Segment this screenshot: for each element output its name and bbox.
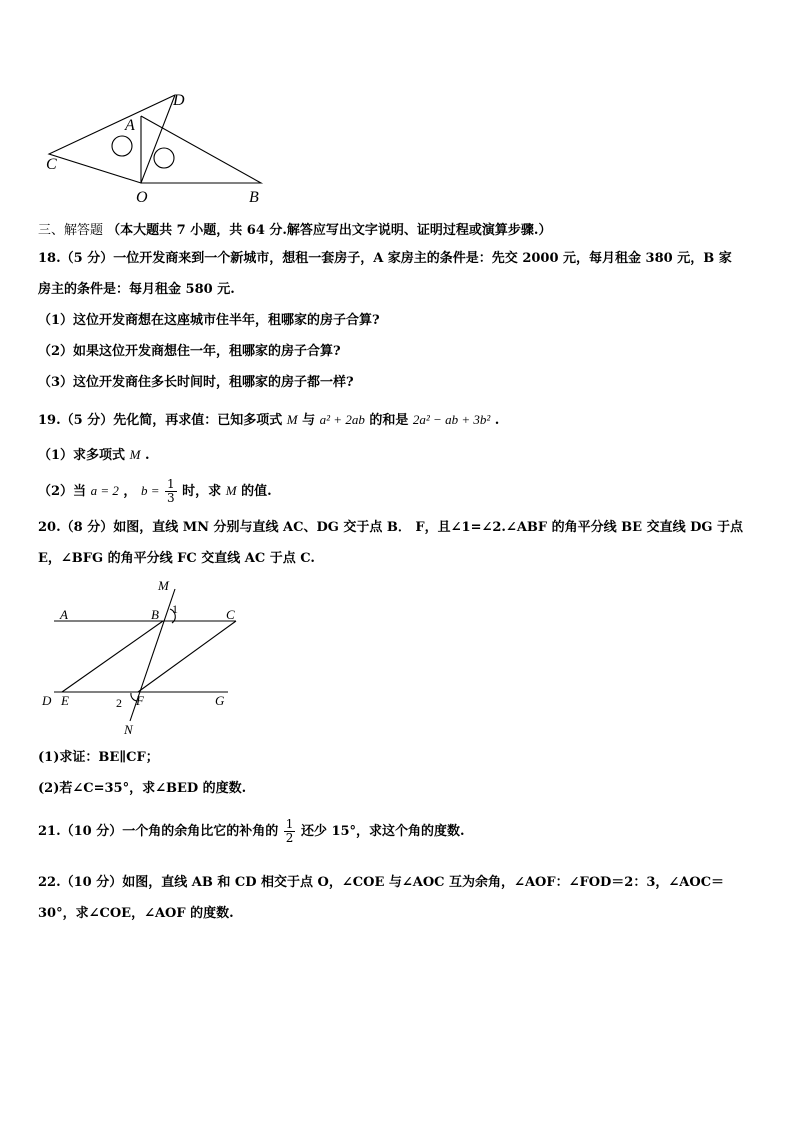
parallel-lines-figure	[36, 576, 266, 746]
q19-part1-prefix: （1）求多项式	[38, 448, 126, 463]
label-a: A	[60, 607, 68, 622]
q19-frac-den: 3	[167, 491, 175, 505]
q19-part2-m: M	[225, 483, 237, 498]
label-b: B	[151, 607, 159, 622]
label-e: E	[61, 693, 69, 708]
label-angle-1: 1	[172, 602, 178, 616]
q19-poly1: a² + 2ab	[319, 412, 365, 427]
line-fc	[138, 621, 236, 692]
q19-period: .	[494, 413, 500, 428]
label-a: A	[125, 117, 135, 134]
q19-part1-m: M	[129, 447, 141, 462]
q21	[38, 818, 465, 845]
q18-part1: （1）这位开发商想在这座城市住半年，租哪家的房子合算?	[38, 313, 380, 328]
label-g: G	[215, 693, 225, 708]
q21-prefix: 21.（10 分）一个角的余角比它的补角的	[38, 824, 279, 839]
label-d: D	[173, 92, 185, 109]
q19-var-m: M	[286, 412, 298, 427]
q18-part2: （2）如果这位开发商想住一年，租哪家的房子合算?	[38, 344, 341, 359]
q21-frac-den: 2	[285, 831, 294, 845]
q19-part1	[38, 446, 149, 465]
q21-suffix: 还少 15°，求这个角的度数.	[300, 824, 465, 839]
label-m: M	[158, 578, 169, 593]
label-c: C	[226, 607, 235, 622]
q22-line1: 22.（10 分）如图，直线 AB 和 CD 相交于点 O，∠COE 与∠AOC 互为余角，∠AOF：∠FOD＝2：3，∠AOC＝	[38, 875, 725, 890]
q18-stem-line2: 房主的条件是：每月租金 580 元.	[38, 282, 235, 297]
q19-part2	[38, 478, 272, 505]
q19-part1-suffix: .	[144, 448, 150, 463]
q19-frac-num: 1	[167, 477, 175, 491]
q20-part1: (1)求证：BE∥CF；	[38, 750, 159, 765]
circle-left	[112, 136, 132, 156]
label-f: F	[136, 693, 144, 708]
q19-sum-is: 的和是	[369, 413, 409, 428]
q19-poly2: 2a² − ab + 3b²	[412, 412, 491, 427]
q19-part2-comma: ，	[123, 484, 137, 499]
q19-fraction	[165, 478, 177, 505]
q18-stem-line1: 18.（5 分）一位开发商来到一个新城市，想租一套房子，A 家房主的条件是：先交 2000 元，每月租金 380 元，B 家	[38, 251, 732, 266]
q20-stem-line1: 20.（8 分）如图，直线 MN 分别与直线 AC、DG 交于点 B． F，且∠1=∠2.∠ABF 的角平分线 BE 交直线 DG 于点	[38, 520, 744, 535]
q19-stem-prefix: 19.（5 分）先化简，再求值：已知多项式	[38, 413, 283, 428]
section-note: （本大题共 7 小题，共 64 分.解答应写出文字说明、证明过程或演算步骤.）	[107, 223, 552, 238]
section-heading	[38, 222, 551, 240]
q19-with: 与	[302, 413, 316, 428]
q19-part2-b: b =	[140, 483, 160, 498]
label-o: O	[136, 189, 148, 206]
triangle-figure	[40, 88, 340, 208]
section-title: 三、解答题	[38, 223, 104, 238]
label-b: B	[249, 189, 259, 206]
q20-stem-line2: E，∠BFG 的角平分线 FC 交直线 AC 于点 C.	[38, 551, 315, 566]
circle-right	[154, 148, 174, 168]
q22-line2: 30°，求∠COE，∠AOF 的度数.	[38, 906, 234, 921]
label-d: D	[42, 693, 52, 708]
label-c: C	[46, 156, 57, 173]
line-be	[62, 621, 163, 692]
label-angle-2: 2	[116, 696, 122, 710]
q18-part3: （3）这位开发商住多长时间时，租哪家的房子都一样?	[38, 375, 354, 390]
q19-part2-suffix: 的值.	[241, 484, 272, 499]
triangle-cod	[49, 95, 175, 183]
label-n: N	[124, 722, 133, 737]
q20-part2: (2)若∠C=35°，求∠BED 的度数.	[38, 781, 247, 796]
q21-fraction	[284, 818, 296, 845]
q19-part2-prefix: （2）当	[38, 484, 87, 499]
q19-part2-a: a = 2	[90, 483, 119, 498]
q21-frac-num: 1	[285, 817, 294, 831]
q19-stem	[38, 411, 499, 430]
q19-part2-when: 时，求	[182, 484, 222, 499]
